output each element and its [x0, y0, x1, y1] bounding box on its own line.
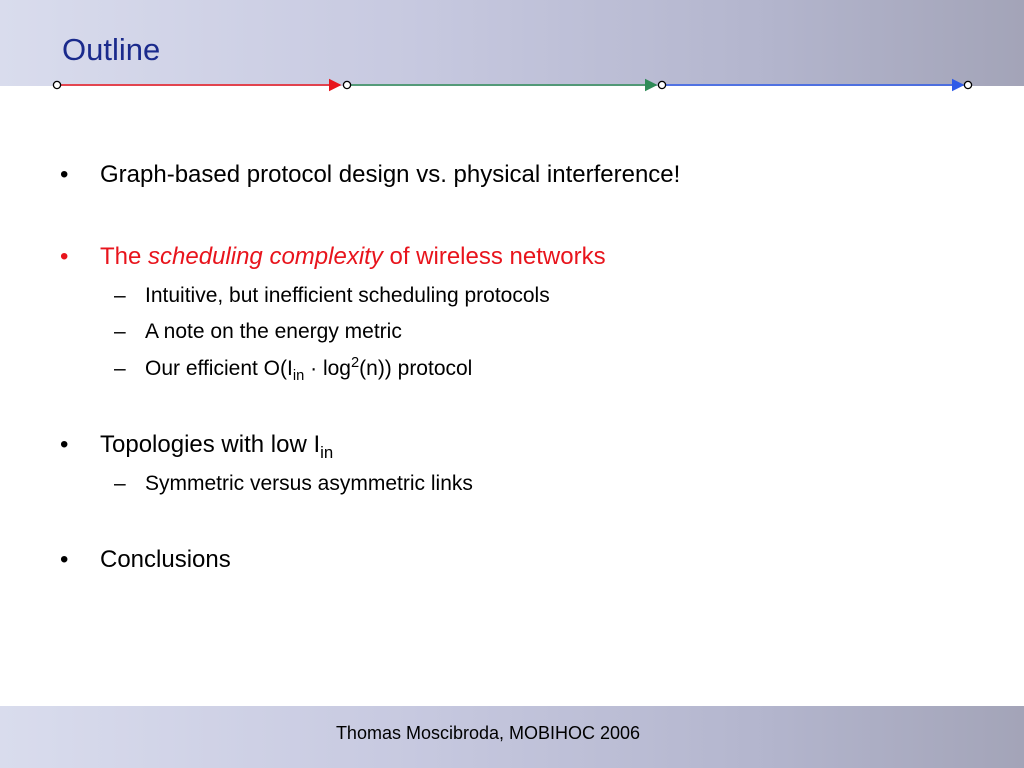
sub-text: Symmetric versus asymmetric links [145, 472, 473, 495]
emphasis: scheduling complexity [148, 243, 383, 270]
bullet-text: The scheduling complexity of wireless networks [100, 243, 606, 270]
dash-marker: – [114, 357, 126, 380]
footer-text: Thomas Moscibroda, MOBIHOC 2006 [335, 723, 641, 743]
bullet-marker: • [60, 431, 69, 458]
bullet-text: Graph-based protocol design vs. physical interference! [100, 161, 681, 188]
bullet-text: Topologies with low $I_{in}$ [100, 431, 334, 462]
dash-marker: – [114, 320, 126, 343]
bullet-text: Conclusions [100, 546, 231, 573]
sub-text: Intuitive, but inefficient scheduling protocols [145, 284, 550, 307]
slide-title: Outline [62, 32, 161, 67]
bullet-marker: • [60, 546, 69, 573]
bullet-marker: • [60, 161, 69, 188]
sub-text: A note on the energy metric [145, 320, 402, 343]
dash-marker: – [114, 284, 126, 307]
bullet-marker: • [60, 243, 69, 270]
dash-marker: – [114, 472, 126, 495]
sub-text: Our efficient $O(I_{in} \cdot \log^2(n))$ protocol [145, 355, 473, 385]
